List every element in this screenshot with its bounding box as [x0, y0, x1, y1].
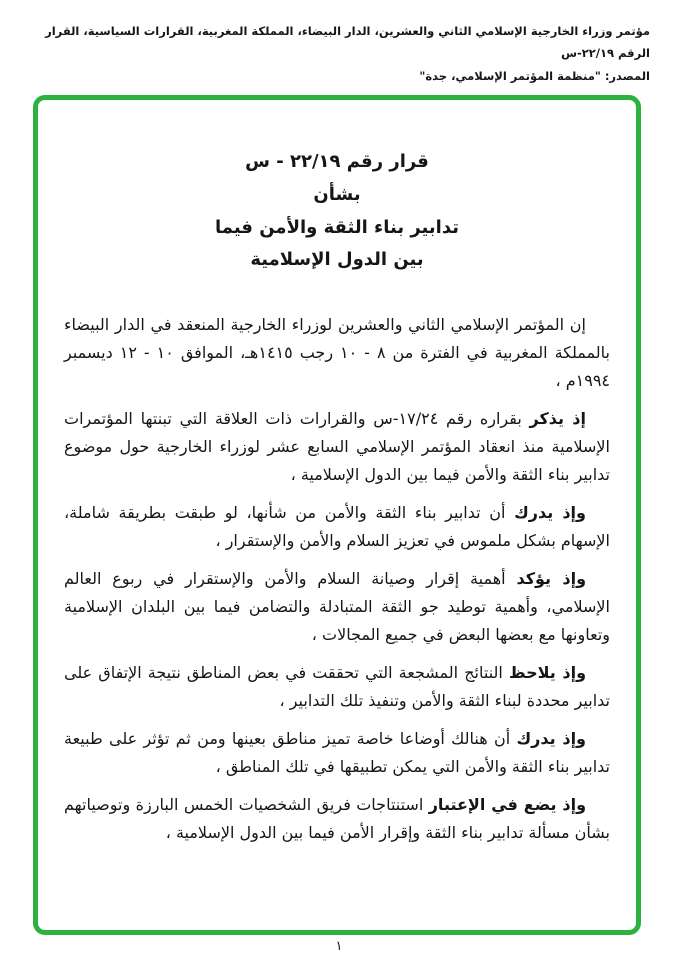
paragraph-text: بقراره رقم ١٧/٢٤-س والقرارات ذات العلاقة التي تبنتها المؤتمرات الإسلامية منذ انعقاد المؤتمر الإسلامي السابع عشر لوزراء الخارجية حول موضوع تدابير بناء الثقة والأمن فيما بين الدول الإسلامية ، [64, 409, 610, 484]
paragraph-text: استنتاجات فريق الشخصيات الخمس البارزة وتوصياتهم بشأن مسألة تدابير بناء الثقة وإقرار الأمن فيما بين الدول الإسلامية ، [64, 795, 610, 842]
document-frame [33, 95, 641, 935]
paragraph-considering [64, 791, 610, 847]
citation-header [28, 20, 650, 87]
title-line-subject-2: بين الدول الإسلامية [250, 249, 424, 271]
paragraph-lead: وإذ يلاحظ [508, 663, 587, 682]
title-line-number: قرار رقم ٢٢/١٩ - س [245, 151, 429, 172]
paragraph-lead: إذ يذكر [529, 409, 586, 428]
source-line: المصدر: "منظمة المؤتمر الإسلامي، جدة" [419, 68, 650, 83]
resolution-body [64, 311, 610, 847]
paragraph-lead: وإذ يؤكد [516, 569, 587, 588]
page-number: ١ [335, 939, 343, 954]
paragraph-aware-2 [64, 725, 610, 781]
paragraph-text: أن هنالك أوضاعا خاصة تميز مناطق بعينها ومن ثم تؤثر على طبيعة تدابير بناء الثقة والأمن التي يمكن تطبيقها في تلك المناطق ، [64, 729, 610, 776]
paragraph-recalling [64, 405, 610, 489]
citation-line: مؤتمر وزراء الخارجية الإسلامي الثاني والعشرين، الدار البيضاء، المملكة المغربية، القرارات السياسية، القرار الرقم ٢٢/١٩-س [45, 24, 650, 61]
paragraph-aware-1 [64, 499, 610, 555]
document-content [38, 100, 636, 847]
paragraph-lead: وإذ يضع في الإعتبار [428, 795, 587, 814]
title-line-regarding: بشأن [313, 183, 361, 205]
paragraph-text: النتائج المشجعة التي تحققت في بعض المناطق نتيجة الإتفاق على تدابير محددة لبناء الثقة والأمن وتنفيذ تلك التدابير ، [64, 663, 610, 710]
paragraph-preamble [64, 311, 610, 395]
paragraph-lead: وإذ يدرك [514, 503, 586, 522]
paragraph-text: أهمية إقرار وصيانة السلام والأمن والإستقرار في ربوع العالم الإسلامي، وأهمية توطيد جو الثقة المتبادلة والتضامن فيما بين البلدان الإسلامية وتعاونها مع بعضها البعض في جميع المجالات ، [64, 569, 610, 644]
paragraph-lead: وإذ يدرك [516, 729, 586, 748]
paragraph-text: أن تدابير بناء الثقة والأمن من شأنها، لو طبقت بطريقة شاملة، الإسهام بشكل ملموس في تعزيز السلام والأمن والإستقرار ، [64, 503, 610, 550]
paragraph-affirming [64, 565, 610, 649]
title-line-subject-1: تدابير بناء الثقة والأمن فيما [215, 216, 459, 238]
resolution-title [64, 146, 610, 277]
paragraph-text: إن المؤتمر الإسلامي الثاني والعشرين لوزراء الخارجية المنعقد في الدار البيضاء بالمملكة المغربية في الفترة من ٨ - ١٠ رجب ١٤١٥هـ، الموافق ١٠ - ١٢ ديسمبر ١٩٩٤م ، [64, 315, 610, 390]
paragraph-noting [64, 659, 610, 715]
